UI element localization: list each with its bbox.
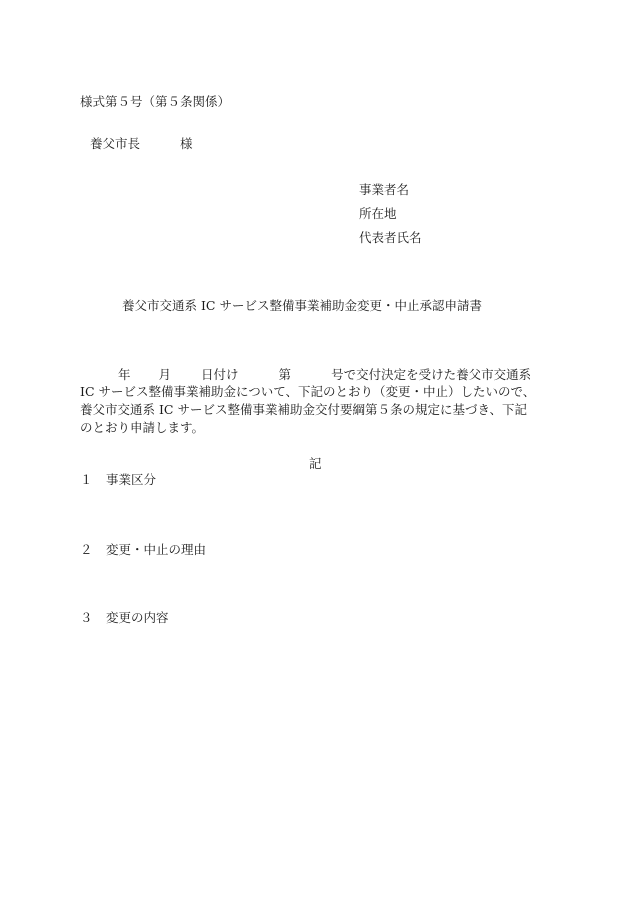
- body-line-1: [118, 367, 531, 383]
- item-label: 事業区分: [106, 472, 157, 487]
- form-number: 様式第５号（第５条関係）: [80, 94, 231, 109]
- addressee: [90, 136, 193, 152]
- document-title: 養父市交通系 IC サービス整備事業補助金変更・中止承認申請書: [122, 298, 482, 313]
- item-number: ３: [80, 610, 93, 625]
- applicant-business-name-label: 事業者名: [359, 182, 410, 197]
- ki-heading: 記: [309, 456, 322, 471]
- item-label: 変更・中止の理由: [106, 542, 207, 557]
- item-2: [80, 542, 206, 558]
- body-line-2: IC サービス整備事業補助金について、下記のとおり（変更・中止）したいので、: [80, 384, 536, 399]
- item-label: 変更の内容: [106, 610, 169, 625]
- addressee-honorific: 様: [180, 136, 193, 151]
- applicant-representative-label: 代表者氏名: [359, 230, 422, 245]
- body-line-3: 養父市交通系 IC サービス整備事業補助金交付要綱第５条の規定に基づき、下記: [80, 402, 527, 417]
- date-label: 日付け: [201, 367, 239, 382]
- addressee-name: 養父市長: [90, 136, 141, 151]
- year-label: 年: [118, 367, 131, 382]
- body-line-1-rest: 号で交付決定を受けた養父市交通系: [331, 367, 532, 382]
- item-1: [80, 472, 156, 488]
- month-label: 月: [158, 367, 172, 382]
- item-3: [80, 610, 169, 626]
- number-prefix: 第: [278, 367, 292, 382]
- body-line-4: のとおり申請します。: [80, 420, 205, 435]
- applicant-address-label: 所在地: [359, 206, 397, 221]
- item-number: ２: [80, 542, 93, 557]
- item-number: １: [80, 472, 93, 487]
